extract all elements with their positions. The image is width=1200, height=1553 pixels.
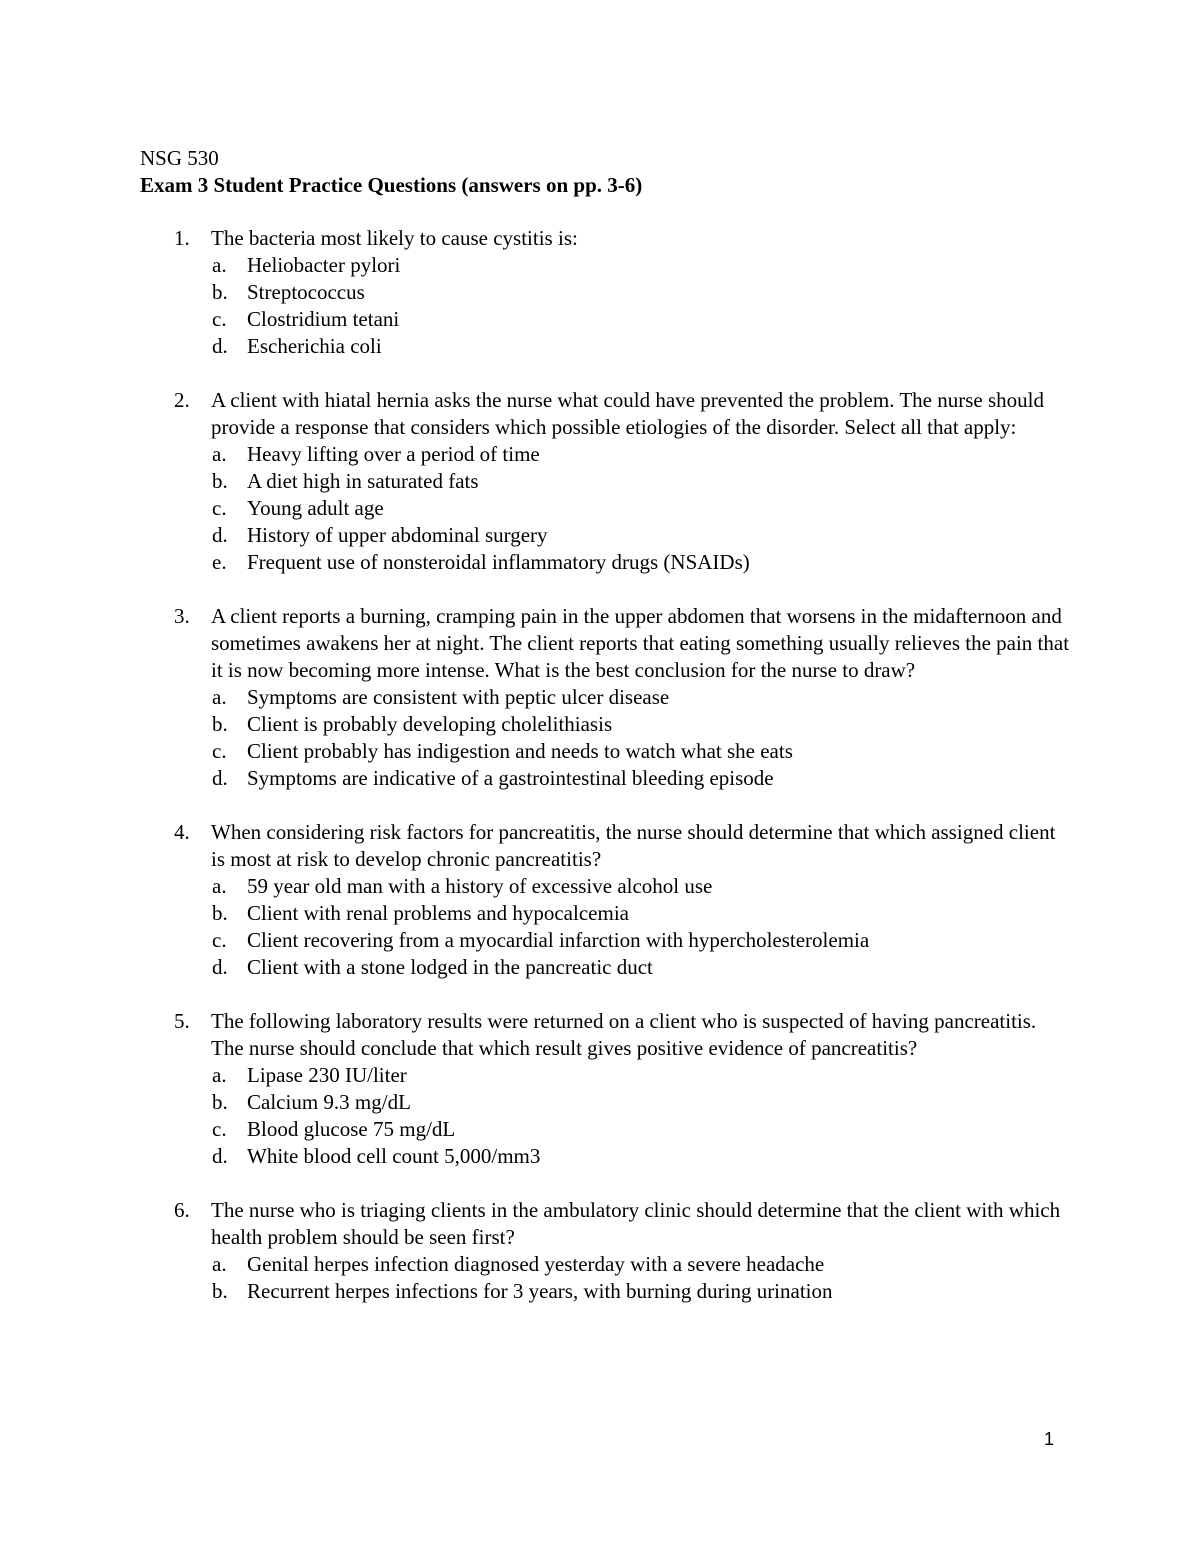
option-letter: a. — [212, 874, 227, 898]
option-text: Lipase 230 IU/liter — [247, 1063, 407, 1087]
option-letter: b. — [212, 280, 228, 304]
option-letter: c. — [212, 739, 227, 763]
answer-options — [212, 441, 1070, 576]
question-number: 6. — [174, 1198, 190, 1222]
answer-option — [212, 684, 1070, 711]
option-letter: d. — [212, 523, 228, 547]
option-text: Client with renal problems and hypocalcemia — [247, 901, 629, 925]
option-text: Heavy lifting over a period of time — [247, 442, 540, 466]
option-text: Genital herpes infection diagnosed yesterday with a severe headache — [247, 1252, 825, 1276]
option-text: Recurrent herpes infections for 3 years, with burning during urination — [247, 1279, 833, 1303]
answer-option — [212, 711, 1070, 738]
option-letter: a. — [212, 1063, 227, 1087]
question-item — [140, 1008, 1070, 1170]
document-title: Exam 3 Student Practice Questions (answers on pp. 3-6) — [140, 173, 643, 197]
question-text: The bacteria most likely to cause cystitis is: — [211, 226, 578, 250]
option-text: Heliobacter pylori — [247, 253, 401, 277]
option-letter: c. — [212, 928, 227, 952]
answer-options — [212, 873, 1070, 981]
option-letter: a. — [212, 685, 227, 709]
option-letter: e. — [212, 550, 227, 574]
option-text: Clostridium tetani — [247, 307, 400, 331]
option-text: Streptococcus — [247, 280, 365, 304]
question-text: The following laboratory results were returned on a client who is suspected of having pancreatitis. The nurse should conclude that which result gives positive evidence of pancreatitis? — [211, 1009, 1037, 1060]
option-text: Young adult age — [247, 496, 384, 520]
answer-option — [212, 900, 1070, 927]
answer-option — [212, 1062, 1070, 1089]
answer-option — [212, 1251, 1070, 1278]
option-letter: a. — [212, 253, 227, 277]
option-text: Symptoms are consistent with peptic ulcer disease — [247, 685, 670, 709]
option-letter: a. — [212, 1252, 227, 1276]
question-text: A client with hiatal hernia asks the nurse what could have prevented the problem. The nurse should provide a response that considers which possible etiologies of the disorder. Select all that apply: — [211, 388, 1044, 439]
answer-option — [212, 1089, 1070, 1116]
option-text: Escherichia coli — [247, 334, 382, 358]
option-letter: c. — [212, 496, 227, 520]
option-text: Client with a stone lodged in the pancreatic duct — [247, 955, 653, 979]
option-text: White blood cell count 5,000/mm3 — [247, 1144, 541, 1168]
answer-options — [212, 1062, 1070, 1170]
question-item — [140, 1197, 1070, 1305]
page-number: 1 — [1044, 1429, 1055, 1449]
answer-option — [212, 333, 1070, 360]
question-list — [140, 225, 1070, 1305]
answer-option — [212, 495, 1070, 522]
answer-option — [212, 279, 1070, 306]
answer-option — [212, 441, 1070, 468]
option-letter: b. — [212, 712, 228, 736]
option-letter: b. — [212, 1090, 228, 1114]
option-text: A diet high in saturated fats — [247, 469, 479, 493]
answer-option — [212, 1278, 1070, 1305]
answer-option — [212, 1116, 1070, 1143]
question-number: 5. — [174, 1009, 190, 1033]
option-text: 59 year old man with a history of excessive alcohol use — [247, 874, 713, 898]
answer-option — [212, 765, 1070, 792]
option-letter: c. — [212, 307, 227, 331]
question-text: The nurse who is triaging clients in the ambulatory clinic should determine that the client with which health problem should be seen first? — [211, 1198, 1061, 1249]
answer-options — [212, 252, 1070, 360]
option-letter: b. — [212, 901, 228, 925]
question-number: 1. — [174, 226, 190, 250]
answer-option — [212, 522, 1070, 549]
question-item — [140, 603, 1070, 792]
answer-option — [212, 306, 1070, 333]
option-text: Symptoms are indicative of a gastrointestinal bleeding episode — [247, 766, 774, 790]
option-letter: d. — [212, 1144, 228, 1168]
question-text: A client reports a burning, cramping pain in the upper abdomen that worsens in the midafternoon and sometimes awakens her at night. The client reports that eating something usually relieves the pain that it is now becoming more intense. What is the best conclusion for the nurse to draw? — [211, 604, 1070, 682]
option-text: Frequent use of nonsteroidal inflammatory drugs (NSAIDs) — [247, 550, 750, 574]
option-letter: d. — [212, 766, 228, 790]
answer-options — [212, 684, 1070, 792]
option-letter: a. — [212, 442, 227, 466]
question-item — [140, 225, 1070, 360]
option-letter: b. — [212, 469, 228, 493]
answer-option — [212, 927, 1070, 954]
answer-option — [212, 549, 1070, 576]
answer-option — [212, 873, 1070, 900]
option-text: Blood glucose 75 mg/dL — [247, 1117, 456, 1141]
answer-option — [212, 468, 1070, 495]
option-text: History of upper abdominal surgery — [247, 523, 548, 547]
option-text: Client recovering from a myocardial infarction with hypercholesterolemia — [247, 928, 870, 952]
answer-option — [212, 738, 1070, 765]
question-text: When considering risk factors for pancreatitis, the nurse should determine that which assigned client is most at risk to develop chronic pancreatitis? — [211, 820, 1056, 871]
option-text: Calcium 9.3 mg/dL — [247, 1090, 411, 1114]
question-number: 4. — [174, 820, 190, 844]
answer-options — [212, 1251, 1070, 1305]
question-number: 3. — [174, 604, 190, 628]
answer-option — [212, 1143, 1070, 1170]
option-letter: d. — [212, 955, 228, 979]
option-letter: d. — [212, 334, 228, 358]
option-letter: c. — [212, 1117, 227, 1141]
question-number: 2. — [174, 388, 190, 412]
option-letter: b. — [212, 1279, 228, 1303]
option-text: Client probably has indigestion and needs to watch what she eats — [247, 739, 793, 763]
option-text: Client is probably developing cholelithiasis — [247, 712, 613, 736]
course-code: NSG 530 — [140, 146, 219, 170]
answer-option — [212, 954, 1070, 981]
question-item — [140, 387, 1070, 576]
question-item — [140, 819, 1070, 981]
answer-option — [212, 252, 1070, 279]
